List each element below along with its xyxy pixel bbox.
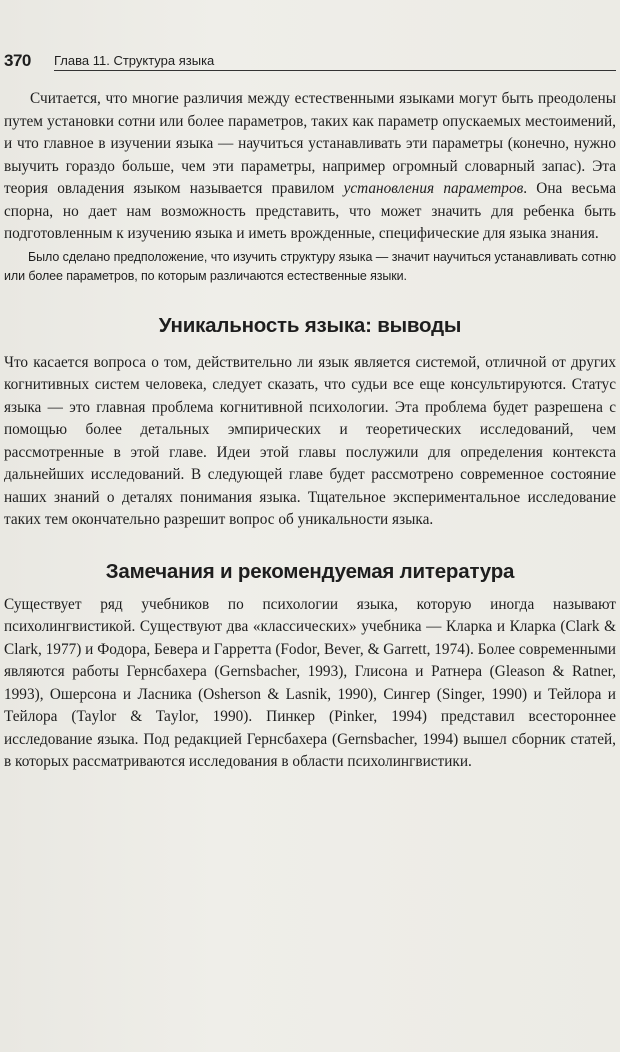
page-content [4,88,616,774]
running-head: Глава 11. Структура языка [54,53,215,68]
page-header [4,48,616,72]
body-paragraph [4,88,616,246]
summary-note: Было сделано предположение, что изучить структуру языка — значит научиться устанавливать сотню или более параметров, по которым различаются естественные языки. [4,249,616,283]
paragraph-text-continued: . Она весьма спорна, но дает нам возможность представить, что может значить для ребенка быть подготовленным к изучению языка и иметь врожденные, специфические для языка знания. [4,180,616,242]
paragraph-text: Считается, что многие различия между естественными языками могут быть преодолены путем установки сотни или более параметров, таких как параметр опускаемых местоимений, и что главное в изучении языка — научиться устанавливать эти параметры (конечно, нужно выучить гораздо больше, чем эти параметры, например огромный словарный запас). Эта теория овладения языком называется правилом [4,90,616,197]
page-number: 370 [4,51,31,70]
section-paragraph-literature: Существует ряд учебников по психологии языка, которую иногда называют психолингвистикой. Существуют два «классических» учебника — Кларка и Кларка (Clark & Clark, 1977) и Фодора, Бевера и Гарретта (Fodor, Bever, & Garrett, 1974). Более современными являются работы Гернсбахера (Gernsbacher, 1993), Глисона и Ратнера (Gleason & Ratner, 1993), Ошерсона и Ласника (Osherson & Lasnik, 1990), Сингер (Singer, 1990) и Тейлора и Тейлора (Taylor & Taylor, 1990). Пинкер (Pinker, 1994) представил всестороннее исследование языка. Под редакцией Гернсбахера (Gernsbacher, 1994) вышел сборник статей, в которых рассматриваются исследования в области психолингвистики. [4,595,616,770]
section-paragraph-conclusions: Что касается вопроса о том, действительно ли язык является системой, отличной от других когнитивных систем человека, следует сказать, что судьи все еще консультируются. Статус языка — это главная проблема когнитивной психологии. Эта проблема будет разрешена с помощью более детальных эмпирических и теоретических исследований, чем рассмотренные в этой главе. Идеи этой главы послужили для определения контекста дальнейших исследований. В следующей главе будет рассмотрено современное состояние наших знаний о деталях понимания языка. Тщательное экспериментальное исследование таких тем окончательно разрешит вопрос об уникальности языка. [4,353,616,528]
section-heading-notes-literature: Замечания и рекомендуемая литература [105,559,515,583]
header-rule [54,70,616,71]
emphasized-term: установления параметров [343,180,524,197]
section-heading-language-uniqueness: Уникальность языка: выводы [158,313,462,337]
